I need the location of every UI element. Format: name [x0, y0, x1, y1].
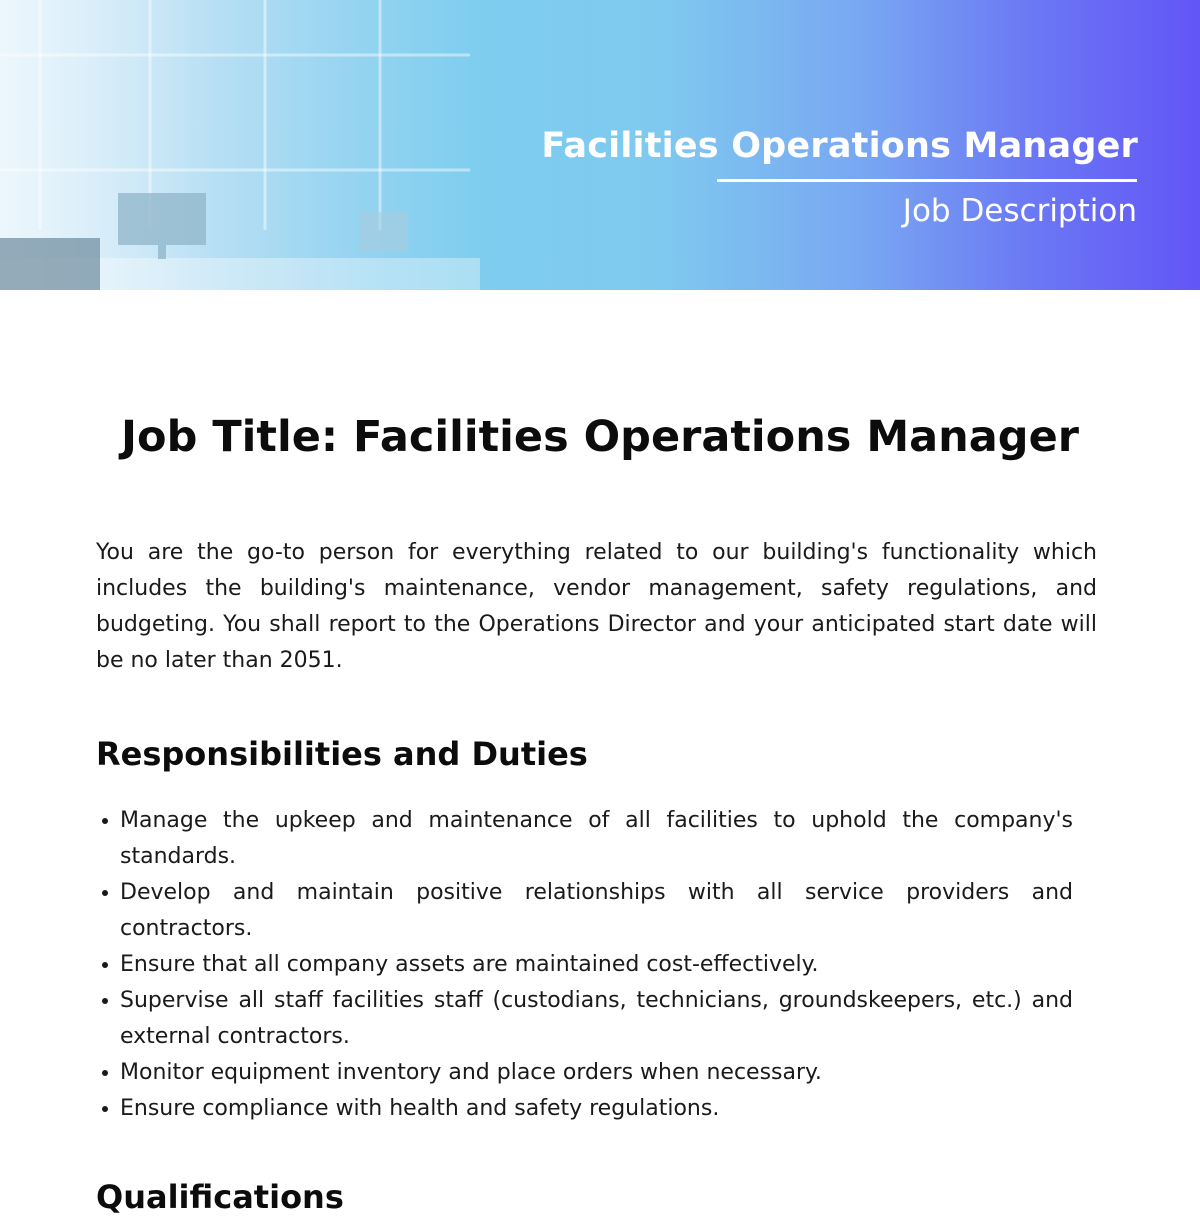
list-item: [96, 803, 1073, 875]
list-item-text: Ensure that all company assets are maintained cost-effectively.: [120, 952, 819, 977]
office-photo: [0, 0, 520, 290]
bullet-icon: [102, 1106, 108, 1112]
responsibilities-list: [96, 803, 1073, 1127]
list-item-text: Supervise all staff facilities staff (custodians, technicians, groundskeepers, etc.) and external contractors.: [120, 988, 1073, 1049]
bullet-icon: [102, 998, 108, 1004]
header-banner: [0, 0, 1200, 290]
bullet-icon: [102, 818, 108, 824]
bullet-icon: [102, 962, 108, 968]
banner-divider: [717, 179, 1137, 182]
list-item: [96, 875, 1073, 947]
list-item-text: Monitor equipment inventory and place orders when necessary.: [120, 1060, 822, 1085]
responsibilities-heading: Responsibilities and Duties: [96, 735, 588, 773]
list-item-text: Develop and maintain positive relationships with all service providers and contractors.: [120, 880, 1073, 941]
list-item: [96, 1055, 1073, 1091]
list-item: [96, 947, 1073, 983]
banner-subtitle: Job Description: [902, 193, 1137, 229]
bullet-icon: [102, 1070, 108, 1076]
list-item-text: Ensure compliance with health and safety regulations.: [120, 1096, 720, 1121]
bullet-icon: [102, 890, 108, 896]
qualifications-heading: Qualifications: [96, 1178, 344, 1216]
list-item-text: Manage the upkeep and maintenance of all facilities to uphold the company's standards.: [120, 808, 1073, 869]
page-title: Job Title: Facilities Operations Manager: [121, 412, 1079, 462]
list-item: [96, 983, 1073, 1055]
list-item: [96, 1091, 1073, 1127]
banner-title: Facilities Operations Manager: [541, 126, 1138, 166]
intro-paragraph: You are the go-to person for everything related to our building's functionality which includes the building's maintenance, vendor management, safety regulations, and budgeting. You shall report to the Operations Director and your anticipated start date will be no later than 2051.: [96, 540, 1097, 673]
